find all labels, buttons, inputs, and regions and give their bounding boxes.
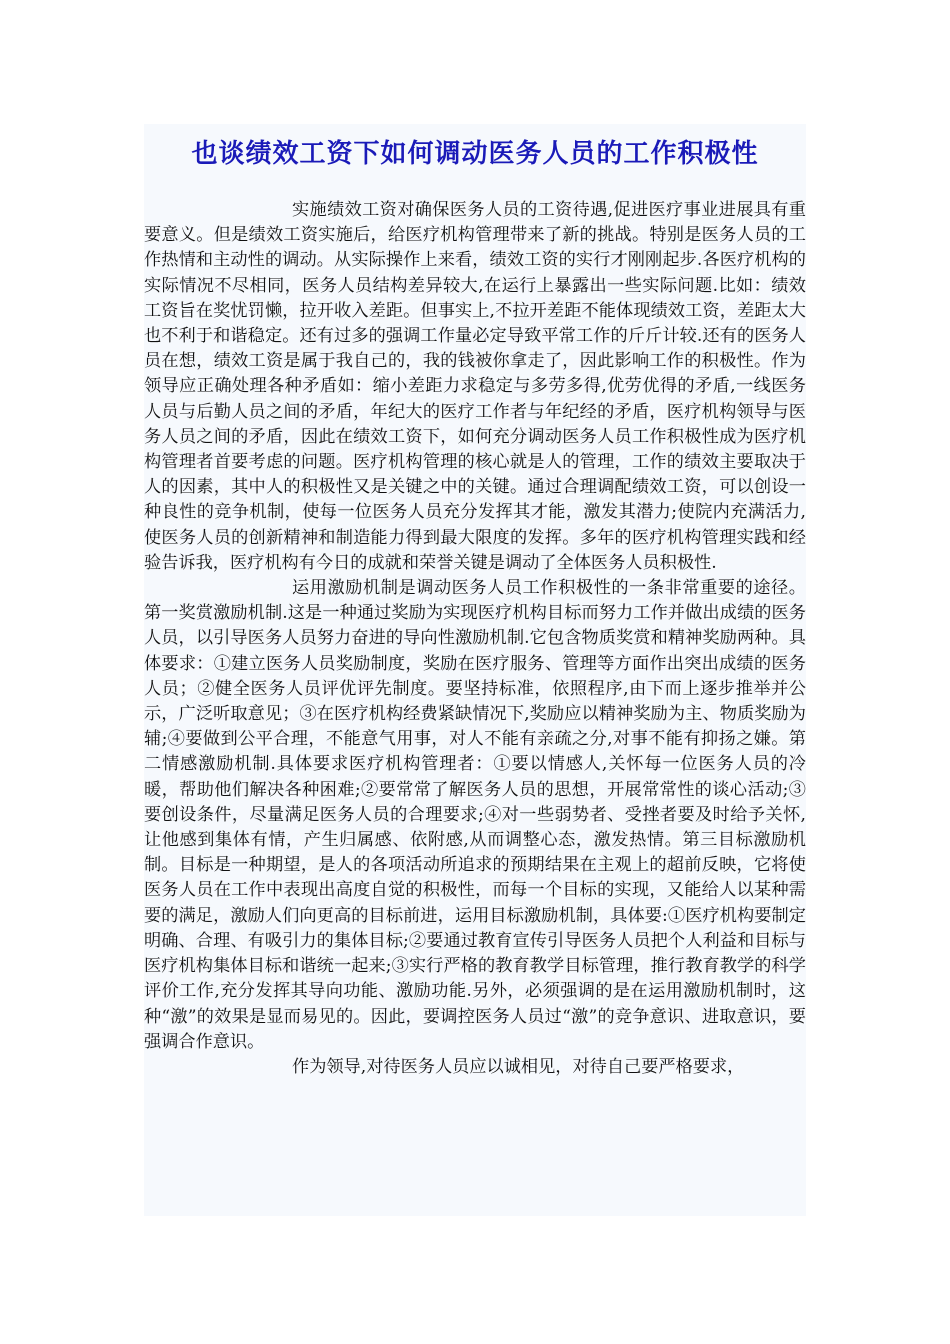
paragraph-intro: 实施绩效工资对确保医务人员的工资待遇,促进医疗事业进展具有重要意义。但是绩效工资实施后，给医疗机构管理带来了新的挑战。特别是医务人员的工作热情和主动性的调动。从实际操作上来看，绩效工资的实行才刚刚起步.各医疗机构的实际情况不尽相同，医务人员结构差异较大,在运行上暴露出一些实际问题.比如：绩效工资旨在奖忧罚懒，拉开收入差距。但事实上,不拉开差距不能体现绩效工资，差距太大也不利于和谐稳定。还有过多的强调工作量必定导致平常工作的斤斤计较.还有的医务人员在想，绩效工资是属于我自己的，我的钱被你拿走了，因此影响工作的积极性。作为领导应正确处理各种矛盾如：缩小差距力求稳定与多劳多得,优劳优得的矛盾,一线医务人员与后勤人员之间的矛盾，年纪大的医疗工作者与年纪经的矛盾，医疗机构领导与医务人员之间的矛盾，因此在绩效工资下，如何充分调动医务人员工作积极性成为医疗机构管理者首要考虑的问题。医疗机构管理的核心就是人的管理，工作的绩效主要取决于人的因素，其中人的积极性又是关键之中的关键。通过合理调配绩效工资，可以创设一种良性的竞争机制，使每一位医务人员充分发挥其才能，激发其潜力;使院内充满活力,使医务人员的创新精神和制造能力得到最大限度的发挥。多年的医疗机构管理实践和经验告诉我，医疗机构有今日的成就和荣誉关键是调动了全体医务人员积极性. [144,200,806,573]
document-title: 也谈绩效工资下如何调动医务人员的工作积极性 [191,139,759,169]
paragraph-incentive-mechanism: 运用激励机制是调动医务人员工作积极性的一条非常重要的途径。第一奖赏激励机制.这是一种通过奖励为实现医疗机构目标而努力工作并做出成绩的医务人员，以引导医务人员努力奋进的导向性激励机制.它包含物质奖赏和精神奖励两种。具体要求：①建立医务人员奖励制度，奖励在医疗服务、管理等方面作出突出成绩的医务人员；②健全医务人员评优评先制度。要坚持标准，依照程序,由下而上逐步推举并公示，广泛听取意见；③在医疗机构经费紧缺情况下,奖励应以精神奖励为主、物质奖励为辅;④要做到公平合理，不能意气用事，对人不能有亲疏之分,对事不能有抑扬之嫌。第二情感激励机制.具体要求医疗机构管理者：①要以情感人,关怀每一位医务人员的冷暖，帮助他们解决各种困难;②要常常了解医务人员的思想，开展常常性的谈心活动;③要创设条件，尽量满足医务人员的合理要求;④对一些弱势者、受挫者要及时给予关怀,让他感到集体有情，产生归属感、依附感,从而调整心态，激发热情。第三目标激励机制。目标是一种期望，是人的各项活动所追求的预期结果在主观上的超前反映，它将使医务人员在工作中表现出高度自觉的积极性，而每一个目标的实现，又能给人以某种需要的满足，激励人们向更高的目标前进，运用目标激励机制，具体要:①医疗机构要制定明确、合理、有吸引力的集体目标;②要通过教育宣传引导医务人员把个人利益和目标与医疗机构集体目标和谐统一起来;③实行严格的教育教学目标管理，推行教育教学的科学评价工作,充分发挥其导向功能、激励功能.另外，必须强调的是在运用激励机制时，这种“激”的效果是显而易见的。因此，要调控医务人员过“激”的竞争意识、进取意识，要强调合作意识。 [144,578,806,1052]
paragraph-leadership: 作为领导,对待医务人员应以诚相见，对待自己要严格要求， [292,1056,745,1077]
document-page [144,124,806,1216]
